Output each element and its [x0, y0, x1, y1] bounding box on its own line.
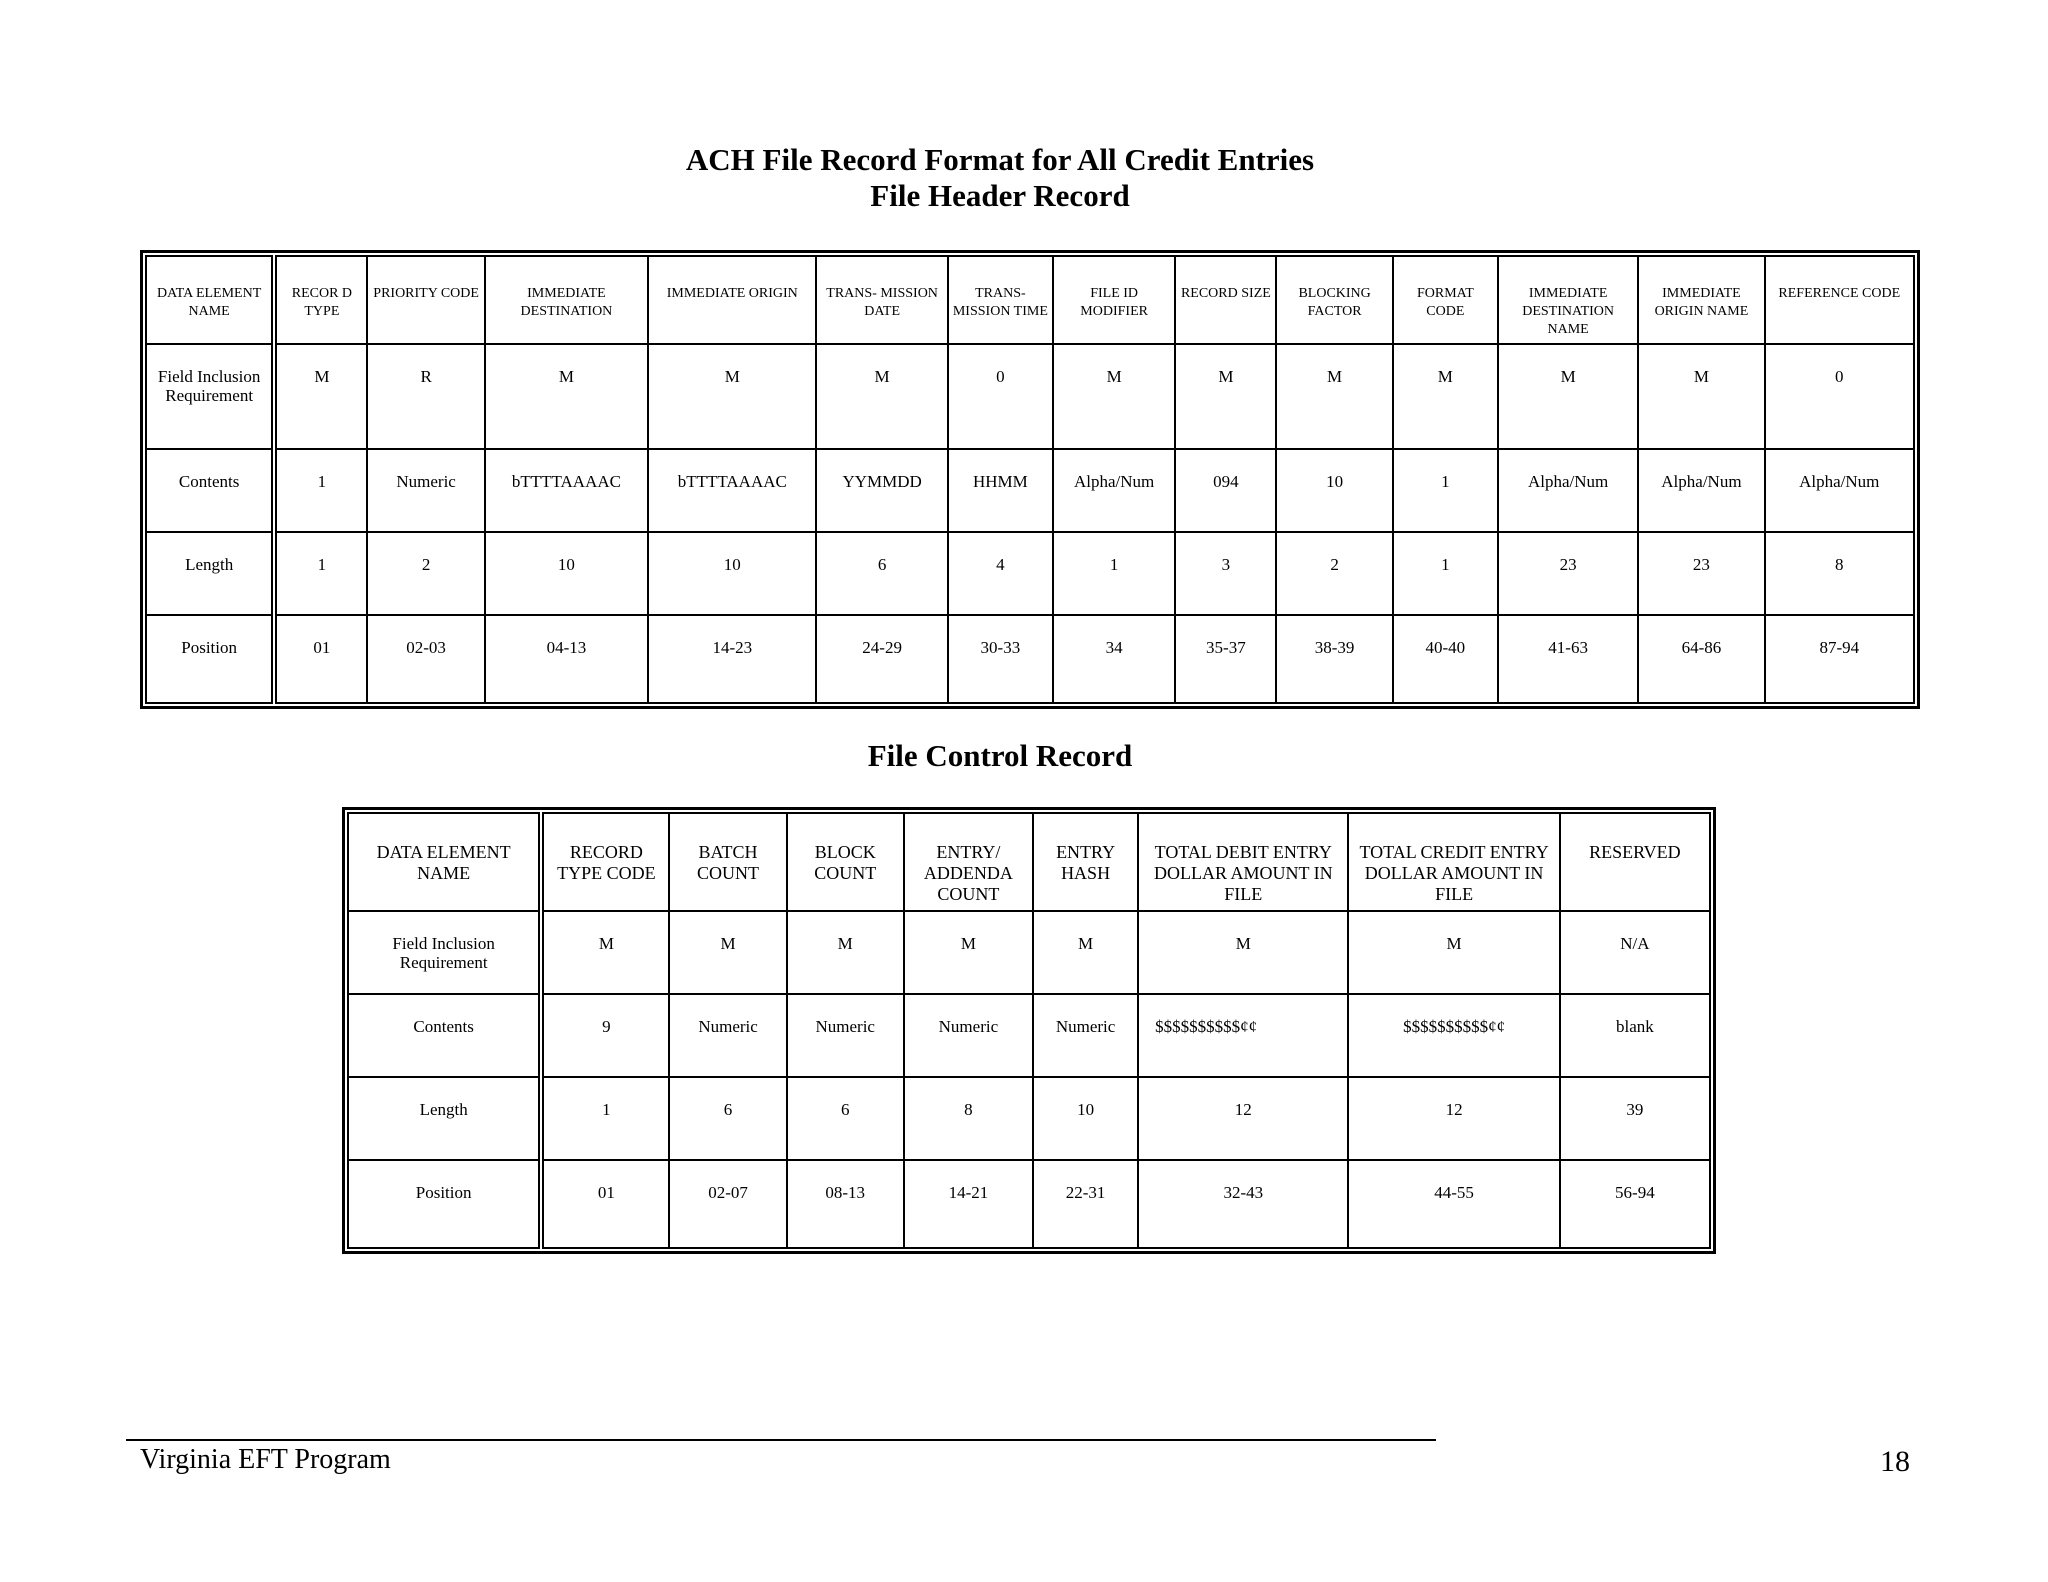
file-header-table-cell: 0 [1765, 344, 1914, 449]
file-header-table-cell: 6 [816, 532, 947, 615]
file-header-table-cell: 41-63 [1498, 615, 1638, 703]
file-header-table-cell: 2 [367, 532, 484, 615]
file-header-column-header: BLOCKING FACTOR [1276, 256, 1392, 344]
file-control-row-label: Field Inclusion Requirement [348, 911, 541, 994]
file-header-table-cell: 35-37 [1175, 615, 1276, 703]
file-control-table-cell: Numeric [787, 994, 904, 1077]
file-header-row-label: Position [146, 615, 274, 703]
footer-program-name: Virginia EFT Program [140, 1444, 391, 1475]
file-header-table-cell: Numeric [367, 449, 484, 532]
file-control-table-cell: M [1348, 911, 1559, 994]
file-header-table-cell: M [1638, 344, 1764, 449]
file-control-table-cell: 6 [669, 1077, 786, 1160]
file-header-row-label: Length [146, 532, 274, 615]
file-header-table-cell: bTTTTAAAAC [485, 449, 648, 532]
file-header-column-header: TRANS- MISSION DATE [816, 256, 947, 344]
file-control-table-cell: 9 [541, 994, 669, 1077]
file-control-table-cell: 02-07 [669, 1160, 786, 1248]
file-header-table-row [146, 532, 1914, 615]
file-header-table-cell: M [1276, 344, 1392, 449]
file-control-column-header: DATA ELEMENT NAME [348, 813, 541, 911]
file-control-table-cell: Numeric [904, 994, 1033, 1077]
file-header-table-cell: Alpha/Num [1765, 449, 1914, 532]
file-header-table-cell: 1 [274, 532, 367, 615]
file-header-table-cell: M [1175, 344, 1276, 449]
file-header-table-cell: Alpha/Num [1638, 449, 1764, 532]
file-control-table-cell: Numeric [1033, 994, 1138, 1077]
file-header-table-cell: 23 [1638, 532, 1764, 615]
file-control-column-header: RESERVED [1560, 813, 1710, 911]
file-control-table-cell: 1 [541, 1077, 669, 1160]
file-header-table-cell: 38-39 [1276, 615, 1392, 703]
file-header-table-cell: 4 [948, 532, 1053, 615]
file-header-column-header: RECORD SIZE [1175, 256, 1276, 344]
file-control-table-cell: N/A [1560, 911, 1710, 994]
file-control-table-row [348, 994, 1710, 1077]
file-header-table-cell: Alpha/Num [1053, 449, 1175, 532]
file-control-table-cell: M [904, 911, 1033, 994]
file-header-column-header: FORMAT CODE [1393, 256, 1498, 344]
file-control-table-cell: M [541, 911, 669, 994]
file-header-column-header: IMMEDIATE ORIGIN NAME [1638, 256, 1764, 344]
document-title: ACH File Record Format for All Credit Entries [685, 142, 1315, 177]
file-header-table-cell: 0 [948, 344, 1053, 449]
page-number: 18 [1880, 1445, 1910, 1478]
file-header-table-cell: 23 [1498, 532, 1638, 615]
file-header-table-cell: 10 [1276, 449, 1392, 532]
file-control-table-cell: M [787, 911, 904, 994]
file-header-row-label: Contents [146, 449, 274, 532]
file-header-table-cell: M [1498, 344, 1638, 449]
file-control-table-row [348, 911, 1710, 994]
file-header-table-cell: 01 [274, 615, 367, 703]
file-control-column-header: ENTRY HASH [1033, 813, 1138, 911]
file-control-column-header: RECORD TYPE CODE [541, 813, 669, 911]
file-header-column-header: TRANS- MISSION TIME [948, 256, 1053, 344]
file-header-record-title: File Header Record [870, 178, 1130, 213]
file-header-table-cell: bTTTTAAAAC [648, 449, 816, 532]
file-header-table-cell: 14-23 [648, 615, 816, 703]
file-header-column-header: PRIORITY CODE [367, 256, 484, 344]
file-header-record-table [145, 255, 1915, 704]
file-header-table-cell: 1 [1393, 449, 1498, 532]
file-header-table-row [146, 344, 1914, 449]
file-header-record-table-frame [140, 250, 1920, 709]
file-header-table-cell: 24-29 [816, 615, 947, 703]
file-header-table-cell: 3 [1175, 532, 1276, 615]
file-header-table-cell: 1 [1393, 532, 1498, 615]
file-header-table-cell: 04-13 [485, 615, 648, 703]
footer-divider [126, 1439, 1436, 1441]
file-control-column-header: BATCH COUNT [669, 813, 786, 911]
file-header-table-cell: 87-94 [1765, 615, 1914, 703]
file-control-table-cell: 44-55 [1348, 1160, 1559, 1248]
file-header-table-cell: 10 [648, 532, 816, 615]
file-header-table-cell: M [485, 344, 648, 449]
file-header-table-cell: 02-03 [367, 615, 484, 703]
file-control-table-cell: $$$$$$$$$$¢¢ [1138, 994, 1348, 1077]
file-header-table-cell: M [274, 344, 367, 449]
file-header-table-cell: YYMMDD [816, 449, 947, 532]
file-control-row-label: Length [348, 1077, 541, 1160]
file-control-table-cell: 12 [1348, 1077, 1559, 1160]
file-control-table-cell: 12 [1138, 1077, 1348, 1160]
file-control-table-cell: Numeric [669, 994, 786, 1077]
file-control-table-row [348, 1160, 1710, 1248]
file-control-row-label: Contents [348, 994, 541, 1077]
file-control-table-cell: 32-43 [1138, 1160, 1348, 1248]
file-control-row-label: Position [348, 1160, 541, 1248]
file-control-table-cell: 10 [1033, 1077, 1138, 1160]
file-control-table-cell: 39 [1560, 1077, 1710, 1160]
file-header-table-cell: 40-40 [1393, 615, 1498, 703]
file-header-table-cell: 1 [1053, 532, 1175, 615]
file-header-table-cell: HHMM [948, 449, 1053, 532]
file-header-column-header: IMMEDIATE DESTINATION NAME [1498, 256, 1638, 344]
file-control-table-cell: M [1138, 911, 1348, 994]
file-header-table-cell: Alpha/Num [1498, 449, 1638, 532]
file-control-table-cell: 22-31 [1033, 1160, 1138, 1248]
file-header-row-label: Field Inclusion Requirement [146, 344, 274, 449]
file-control-table-cell: $$$$$$$$$$¢¢ [1348, 994, 1559, 1077]
file-control-table-row [348, 1077, 1710, 1160]
file-header-table-cell: 10 [485, 532, 648, 615]
file-control-table-cell: M [1033, 911, 1138, 994]
file-header-column-header: REFERENCE CODE [1765, 256, 1914, 344]
file-header-table-cell: R [367, 344, 484, 449]
file-control-column-header: ENTRY/ ADDENDA COUNT [904, 813, 1033, 911]
file-header-column-header: IMMEDIATE DESTINATION [485, 256, 648, 344]
file-header-table-row [146, 615, 1914, 703]
file-header-table-cell: 094 [1175, 449, 1276, 532]
file-header-table-cell: M [1053, 344, 1175, 449]
file-control-column-header: TOTAL CREDIT ENTRY DOLLAR AMOUNT IN FILE [1348, 813, 1559, 911]
file-header-column-header: FILE ID MODIFIER [1053, 256, 1175, 344]
file-control-table-cell: M [669, 911, 786, 994]
file-control-column-header: TOTAL DEBIT ENTRY DOLLAR AMOUNT IN FILE [1138, 813, 1348, 911]
file-header-table-cell: 30-33 [948, 615, 1053, 703]
file-header-table-cell: M [648, 344, 816, 449]
file-control-table-cell: 8 [904, 1077, 1033, 1160]
file-control-header-row [348, 813, 1710, 911]
file-header-table-cell: M [1393, 344, 1498, 449]
file-control-record-table [347, 812, 1711, 1249]
file-control-table-cell: 6 [787, 1077, 904, 1160]
file-header-table-cell: 1 [274, 449, 367, 532]
file-control-column-header: BLOCK COUNT [787, 813, 904, 911]
file-header-table-cell: M [816, 344, 947, 449]
file-control-table-cell: 01 [541, 1160, 669, 1248]
file-header-table-cell: 8 [1765, 532, 1914, 615]
file-header-table-row [146, 449, 1914, 532]
file-control-table-cell: 56-94 [1560, 1160, 1710, 1248]
file-header-column-header: DATA ELEMENT NAME [146, 256, 274, 344]
file-header-table-cell: 64-86 [1638, 615, 1764, 703]
file-control-table-cell: 08-13 [787, 1160, 904, 1248]
file-header-header-row [146, 256, 1914, 344]
file-control-table-cell: 14-21 [904, 1160, 1033, 1248]
file-control-record-title: File Control Record [867, 738, 1133, 773]
file-control-table-cell: blank [1560, 994, 1710, 1077]
file-header-column-header: IMMEDIATE ORIGIN [648, 256, 816, 344]
file-control-record-table-frame [342, 807, 1716, 1254]
file-header-table-cell: 34 [1053, 615, 1175, 703]
file-header-table-cell: 2 [1276, 532, 1392, 615]
file-header-column-header: RECOR D TYPE [274, 256, 367, 344]
